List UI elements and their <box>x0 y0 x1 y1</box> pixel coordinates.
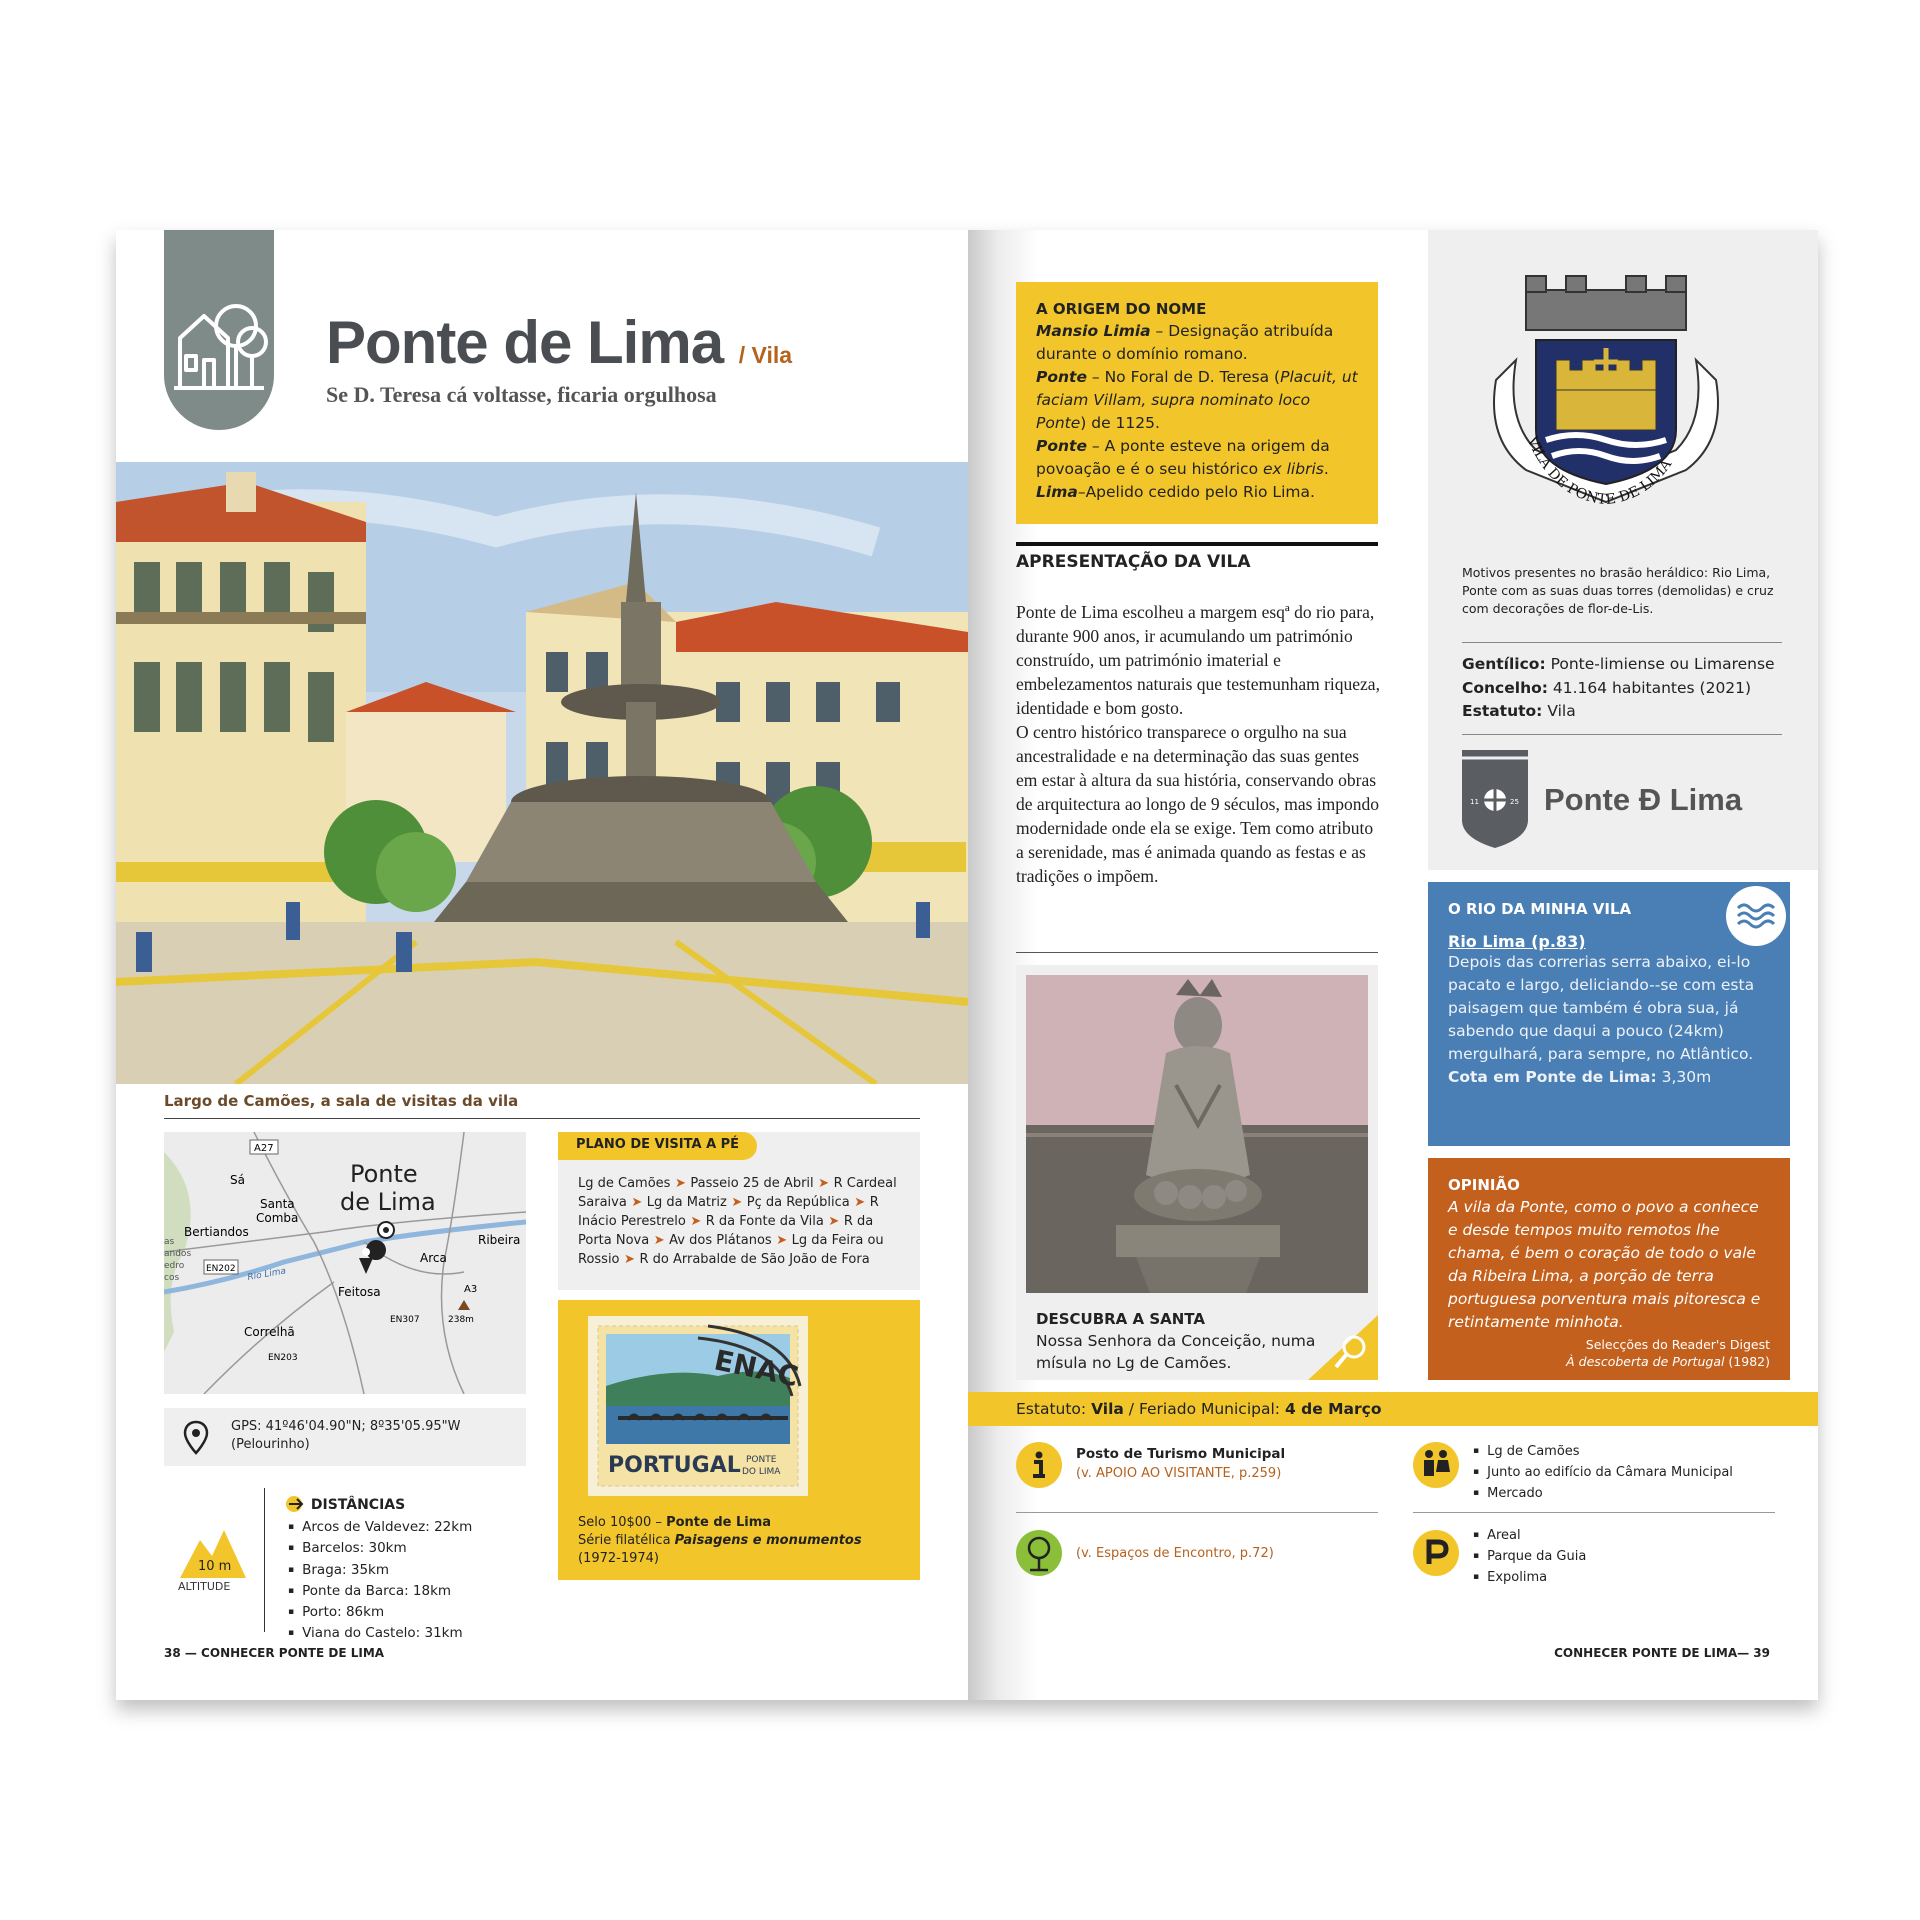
map-place-santa: Santa <box>260 1197 295 1211</box>
magnifier-icon <box>1308 1315 1378 1380</box>
map-edge-4: cos <box>164 1273 180 1283</box>
crest-caption: Motivos presentes no brasão heráldico: Rio Lima, Ponte com as suas duas torres (demolidas) e cruz com decorações de flor-de-Lis. <box>1462 565 1774 616</box>
status-text <box>1016 1400 1382 1418</box>
distance-divider <box>264 1488 265 1632</box>
route-arrow-icon: ➤ <box>626 1195 647 1210</box>
route-arrow-icon: ➤ <box>823 1214 844 1229</box>
opinion-quote: A vila da Ponte, como o povo a conhece e desde tempos muito remotos lhe chama, é bem o coração de todo o vale da Ribeira Lima, a porção de terra portuguesa porventura mais pitoresca e retintamente minhota. <box>1448 1198 1761 1331</box>
name-origin-heading: A ORIGEM DO NOME <box>1036 300 1207 318</box>
map-elevation: 238m <box>448 1315 474 1325</box>
altitude-label: ALTITUDE <box>178 1580 231 1593</box>
distance-item: ▪ Arcos de Valdevez: 22km <box>288 1518 472 1539</box>
meeting-spaces-link[interactable]: (v. Espaços de Encontro, p.72) <box>1076 1546 1274 1561</box>
distance-item: ▪ Viana do Castelo: 31km <box>288 1624 472 1645</box>
distances-heading <box>286 1496 405 1513</box>
route-stop: Passeio 25 de Abril <box>690 1176 814 1191</box>
right-page <box>968 230 1818 1700</box>
parking-item: ▪ Parque da Guia <box>1473 1547 1586 1568</box>
stamp-place-1: PONTE <box>746 1455 777 1465</box>
santa-statue-photo <box>1026 975 1368 1293</box>
map-edge-2: andos <box>164 1249 192 1259</box>
page-footer-right: CONHECER PONTE DE LIMA— 39 <box>1554 1646 1770 1660</box>
status-value: Vila <box>1091 1400 1124 1418</box>
opinion-source-year: (1982) <box>1724 1354 1770 1369</box>
waves-icon <box>1710 882 1790 954</box>
stamp-cap-series: Paisagens e monumentos <box>674 1533 862 1548</box>
title-text: Ponte de Lima <box>326 309 724 376</box>
opinion-heading: OPINIÃO <box>1448 1176 1520 1194</box>
town-logo-text: Ponte Ð Lima <box>1544 782 1743 817</box>
gps-line-2: (Pelourinho) <box>231 1437 310 1452</box>
route-stop: Pç da República <box>746 1195 850 1210</box>
map-town-1: Ponte <box>350 1160 418 1188</box>
info-icon <box>1016 1442 1062 1488</box>
map-place-comba: Comba <box>256 1211 299 1225</box>
route-arrow-icon: ➤ <box>685 1214 706 1229</box>
presentation-bar <box>1016 542 1378 546</box>
holiday-value: 4 de Março <box>1284 1400 1382 1418</box>
presentation-rule <box>1016 952 1378 953</box>
route-arrow-icon: ➤ <box>849 1195 870 1210</box>
name-origin-text <box>1036 320 1358 504</box>
largo-camoes-painting <box>116 462 968 1084</box>
fact-value: Vila <box>1542 702 1576 720</box>
status-label: Estatuto: <box>1016 1400 1092 1418</box>
opinion-source <box>1448 1336 1770 1370</box>
route-stop: R Inácio Perestrelo <box>578 1195 879 1229</box>
map-road-en202: EN202 <box>206 1264 236 1274</box>
river-heading: O RIO DA MINHA VILA <box>1448 900 1632 918</box>
distances-title: DISTÂNCIAS <box>310 1497 406 1513</box>
route-stop: Av dos Plátanos <box>669 1233 772 1248</box>
location-pin-icon <box>182 1420 210 1456</box>
gps-line-1: GPS: 41º46'04.90"N; 8º35'05.95"W <box>231 1419 461 1434</box>
origin-text: . <box>1323 460 1329 478</box>
map-place-ribeira: Ribeira <box>478 1233 521 1247</box>
logo-year-right: 25 <box>1510 798 1519 806</box>
parking-item: ▪ Areal <box>1473 1526 1586 1547</box>
distance-item: ▪ Ponte da Barca: 18km <box>288 1582 472 1603</box>
origin-text: – A ponte esteve na origem da povoação e é o seu histórico <box>1036 437 1330 478</box>
painting-caption: Largo de Camões, a sala de visitas da vila <box>164 1092 519 1110</box>
walking-plan-label: PLANO DE VISITA A PÉ <box>558 1132 757 1160</box>
santa-heading: DESCUBRA A SANTA <box>1036 1310 1205 1328</box>
stamp-cap-years: (1972-1974) <box>578 1551 660 1566</box>
distance-item: ▪ Barcelos: 30km <box>288 1539 472 1560</box>
house-trees-icon <box>164 230 274 430</box>
postage-stamp <box>588 1316 808 1496</box>
coat-of-arms <box>1486 270 1726 520</box>
map-road-en203: EN203 <box>268 1353 298 1363</box>
map-town-2: de Lima <box>340 1188 436 1216</box>
opinion-box <box>1428 1158 1790 1380</box>
presentation-text <box>1016 600 1380 888</box>
route-arrow-icon: ➤ <box>726 1195 747 1210</box>
route-stop: R da Porta Nova <box>578 1214 874 1248</box>
presentation-p1: Ponte de Lima escolheu a margem esqª do rio para, durante 900 anos, ir acumulando um património construído, um património imaterial e embelezamentos naturais que testemunham riqueza, identidade e bom gosto. <box>1016 602 1380 718</box>
logo-year-left: 11 <box>1470 798 1479 806</box>
route-arrow-icon: ➤ <box>771 1233 792 1248</box>
route-arrow-icon: ➤ <box>813 1176 834 1191</box>
opinion-source-2: À descoberta de Portugal <box>1566 1354 1725 1369</box>
left-page <box>116 230 968 1700</box>
map-place-feitosa: Feitosa <box>338 1285 381 1299</box>
map-road-en307: EN307 <box>390 1315 420 1325</box>
river-cota-label: Cota em Ponte de Lima: <box>1448 1068 1657 1086</box>
origin-latin: ex libris <box>1262 460 1324 478</box>
tourism-office-link[interactable]: (v. APOIO AO VISITANTE, p.259) <box>1076 1466 1282 1481</box>
stamp-caption <box>578 1514 908 1568</box>
origin-text: –Apelido cedido pelo Rio Lima. <box>1077 483 1315 501</box>
distance-item: ▪ Braga: 35km <box>288 1561 472 1582</box>
origin-term: Ponte <box>1036 437 1087 455</box>
route-arrow-icon: ➤ <box>649 1233 670 1248</box>
santa-text: Nossa Senhora da Conceição, numa mísula no Lg de Camões. <box>1036 1332 1316 1372</box>
title-type: / Vila <box>738 342 793 368</box>
distance-item: ▪ Porto: 86km <box>288 1603 472 1624</box>
altitude-value: 10 m <box>198 1559 232 1574</box>
wc-list <box>1473 1442 1733 1505</box>
origin-term: Lima <box>1036 483 1078 501</box>
origin-text: ) de 1125. <box>1080 414 1160 432</box>
status-sep: / Feriado Municipal: <box>1123 1400 1285 1418</box>
map-road-a3: A3 <box>464 1284 478 1295</box>
origin-term: Mansio Limia <box>1036 322 1151 340</box>
location-map[interactable] <box>164 1132 526 1394</box>
origin-text: – No Foral de D. Teresa ( <box>1086 368 1281 386</box>
fact-label: Gentílico: <box>1462 655 1546 673</box>
stamp-cap-prefix: Selo 10$00 – <box>578 1515 667 1530</box>
wc-item: ▪ Lg de Camões <box>1473 1442 1733 1463</box>
fact-label: Estatuto: <box>1462 702 1543 720</box>
route-arrow-icon: ➤ <box>619 1252 640 1267</box>
magazine-spread <box>116 230 1818 1700</box>
page-subtitle: Se D. Teresa cá voltasse, ficaria orgulhosa <box>326 382 717 407</box>
map-place-correlha: Correlhã <box>244 1325 295 1339</box>
map-road-a27: A27 <box>254 1143 274 1154</box>
fact-value: Ponte-limiense ou Limarense <box>1545 655 1775 673</box>
page-footer-left: 38 — CONHECER PONTE DE LIMA <box>164 1646 385 1660</box>
stamp-place-2: DO LIMA <box>742 1467 781 1477</box>
presentation-heading: APRESENTAÇÃO DA VILA <box>1016 552 1251 572</box>
stamp-postmark: ENAC <box>711 1343 802 1394</box>
route-stop: Lg de Camões <box>578 1176 671 1191</box>
route-stop: R do Arrabalde de São João de Fora <box>639 1252 870 1267</box>
map-edge-3: edro <box>164 1261 185 1271</box>
caption-rule <box>164 1118 920 1119</box>
facts-rule <box>1462 642 1782 643</box>
map-place-arca: Arca <box>420 1251 447 1265</box>
facts-rule <box>1462 734 1782 735</box>
map-edge-1: as <box>164 1237 175 1247</box>
river-text: Depois das correrias serra abaixo, ei-lo pacato e largo, deliciando--se com esta paisagem que também é obra sua, já sabendo que daqui a pouco (24km) mergulhará, para sempre, no Atlântico. <box>1448 953 1755 1063</box>
map-place-bertiandos: Bertiandos <box>184 1225 249 1239</box>
origin-latin: Placuit, ut faciam Villam, supra nominato loco Ponte <box>1036 368 1358 432</box>
route-stop: R Cardeal Saraiva <box>578 1176 897 1210</box>
mountain-icon <box>178 1526 248 1580</box>
tree-icon <box>1016 1530 1062 1576</box>
gps-coordinates <box>231 1418 460 1454</box>
route-stop: Lg da Feira ou Rossio <box>578 1233 884 1267</box>
stamp-cap-name: Ponte de Lima <box>666 1515 772 1530</box>
fact-label: Concelho: <box>1462 678 1548 697</box>
presentation-p2: O centro histórico transparece o orgulho na sua ancestralidade e na determinação das suas gentes em estar à altura da sua história, conservando obras de arquitectura ao longo de 9 séculos, mas impondo modernidade onde ela se exige. Tem como atributo a serenidade, mas é animada quando as festas e as tradições o impõem. <box>1016 722 1380 886</box>
tourism-office-title: Posto de Turismo Municipal <box>1076 1446 1286 1462</box>
row-rule <box>1413 1512 1775 1513</box>
wc-item: ▪ Junto ao edifício da Câmara Municipal <box>1473 1463 1733 1484</box>
map-river-label: Rio Lima <box>246 1266 287 1283</box>
town-logo-mark <box>1462 750 1528 848</box>
category-tab <box>164 230 274 430</box>
crest-motto: VILA DE PONTE DE LIMA <box>1523 434 1676 509</box>
origin-term: Ponte <box>1036 368 1087 386</box>
distances-list <box>288 1518 472 1646</box>
river-cota-value: 3,30m <box>1656 1068 1712 1086</box>
name-origin-box <box>1016 282 1378 524</box>
parking-item: ▪ Expolima <box>1473 1568 1586 1589</box>
arrow-right-icon <box>286 1496 306 1512</box>
wc-item: ▪ Mercado <box>1473 1484 1733 1505</box>
fact-value: 41.164 habitantes (2021) <box>1547 678 1752 697</box>
route-stop: Lg da Matriz <box>646 1195 727 1210</box>
stamp-cap-series-prefix: Série filatélica <box>578 1533 675 1548</box>
family-icon <box>1413 1442 1459 1488</box>
parking-icon <box>1413 1530 1459 1576</box>
map-place-sa: Sá <box>230 1173 245 1187</box>
walking-plan-route <box>578 1174 908 1269</box>
parking-list <box>1473 1526 1586 1589</box>
origin-text: – Designação atribuída durante o domínio romano. <box>1036 322 1334 363</box>
route-stop: R da Fonte da Vila <box>705 1214 824 1229</box>
route-arrow-icon: ➤ <box>670 1176 691 1191</box>
river-link[interactable]: Rio Lima (p.83) <box>1448 932 1586 951</box>
row-rule <box>1016 1512 1378 1513</box>
opinion-source-1: Selecções do Reader's Digest <box>1585 1337 1770 1352</box>
town-facts <box>1462 653 1775 724</box>
stamp-country: PORTUGAL <box>608 1453 741 1478</box>
page-title <box>326 308 792 377</box>
